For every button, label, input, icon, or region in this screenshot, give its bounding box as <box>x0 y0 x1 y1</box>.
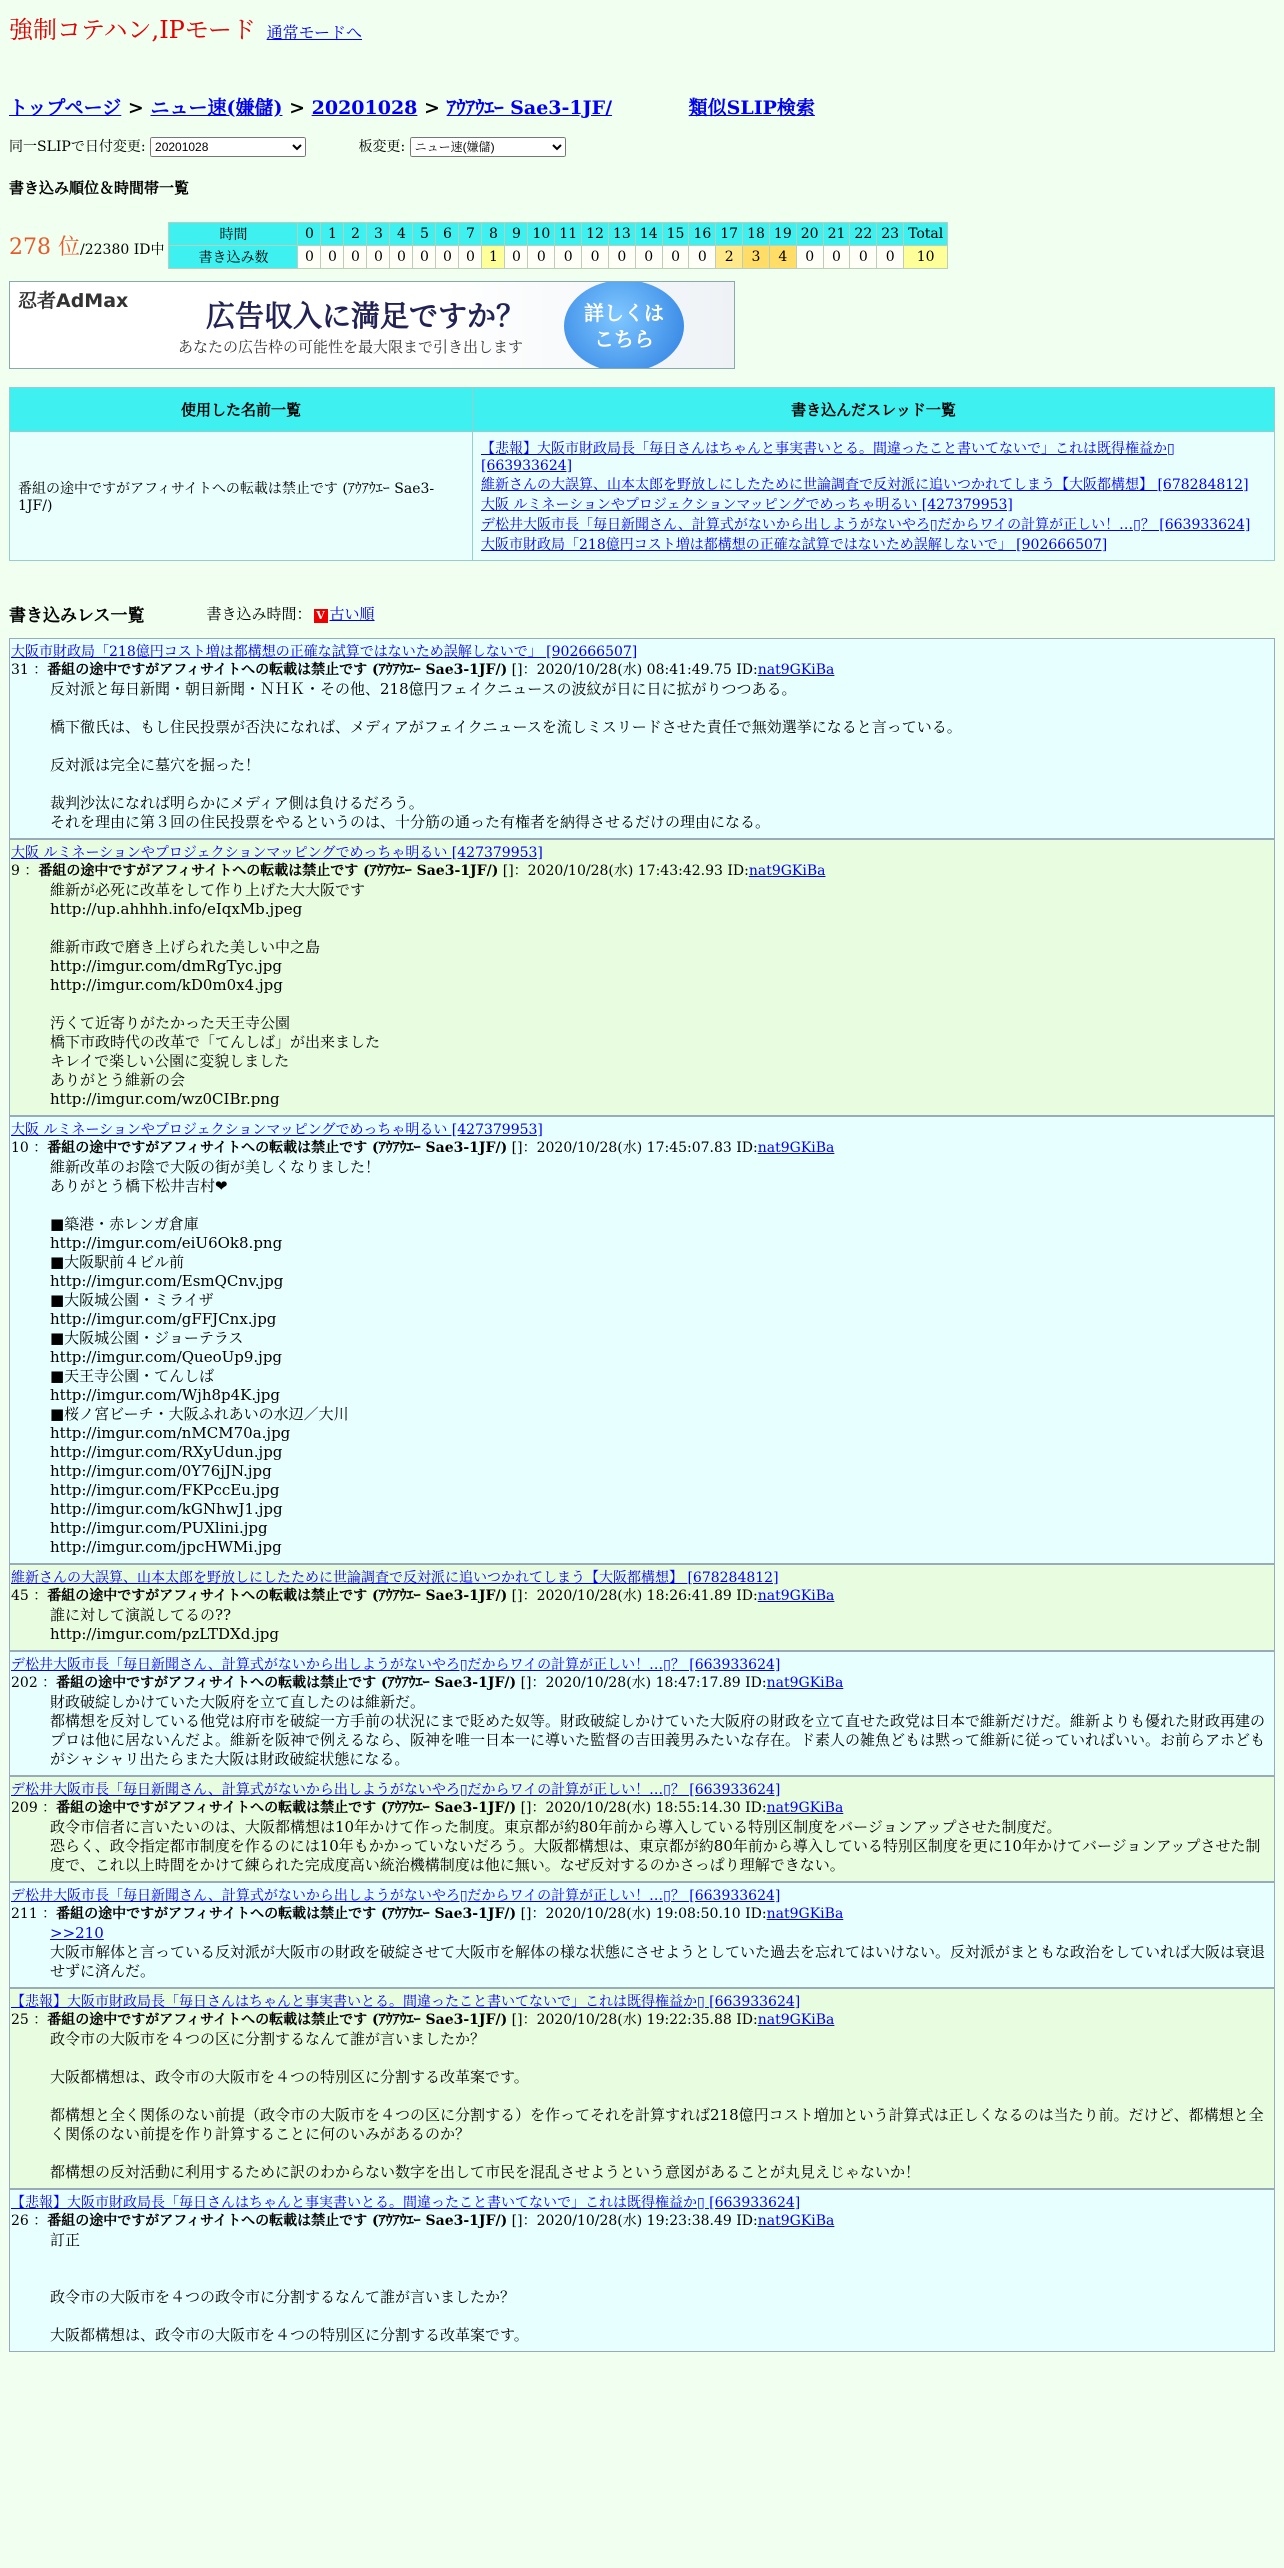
post-body: 財政破綻しかけていた大阪府を立て直したのは維新だ。 都構想を反対している他党は府市を破綻一方手前の状況にまで貶めた奴等。財政破綻しかけていた大阪府の財政を立て直せた政党は日本で維新だけだ。維新よりも優れた財政再建のプロは他に居ないんだよ。維新を阪神で例えるなら、阪神を唯一日本一に導いた監督の吉田義男みたいな存在。ド素人の雑魚どもは黙って維新に従っていればいい。お前らアホどもがシャシャリ出たらまた大阪は財政破綻状態になる。 <box>50 1693 1266 1768</box>
date-change-label: 同一SLIPで日付変更: <box>9 139 146 155</box>
post-thread-link[interactable]: デ松井大阪市長「毎日新聞さん、計算式がないから出しようがないやろ▯だからワイの計算が正しい！…▯？ [663933624] <box>11 1888 781 1904</box>
count-cell: 0 <box>390 246 413 269</box>
post-body: 政令市の大阪市を４つの区に分割するなんて誰が言いましたか？ 大阪都構想は、政令市の大阪市を４つの特別区に分割する改革案です。 都構想と全く関係のない前提（政令市の大阪市を４つの区に分割する）を作ってそれを計算すれば218億円コスト増加という計算式は正しくなるのは当たり前。だけど、都構想と全く関係のない前提を作り計算することに何のいみがあるのか？ 都構想の反対活動に利用するために訳のわからない数字を出して市民を混乱させようという意図があることが丸見えじゃないか！ <box>50 2030 1264 2181</box>
hour-cell: 7 <box>459 223 482 246</box>
post-meta <box>10 661 1274 680</box>
post-thread-link[interactable]: 【悲報】大阪市財政局長「毎日さんはちゃんと事実書いとる。間違ったこと書いてないで」これは既得権益か▯ [663933624] <box>11 2195 801 2211</box>
post-id-link[interactable]: nat9GKiBa <box>757 1588 835 1604</box>
post-meta <box>10 1799 1274 1818</box>
post-author: 番組の途中ですがアフィサイトへの転載は禁止です (ｱｳｱｳｴｰ Sae3-1JF/) <box>56 1675 517 1691</box>
count-cell: 3 <box>743 246 770 269</box>
count-cell: 0 <box>608 246 635 269</box>
normal-mode-link[interactable]: 通常モードへ <box>266 23 363 42</box>
count-cell: 0 <box>413 246 436 269</box>
post-thread-link[interactable]: 維新さんの大誤算、山本太郎を野放しにしたために世論調査で反対派に追いつかれてしまう【大阪都構想】 [678284812] <box>11 1570 779 1586</box>
ad-headline: 広告収入に満足ですか？ <box>206 299 526 333</box>
post-anchor <box>10 1924 1274 1943</box>
post-body: 維新改革のお陰で大阪の街が美しくなりました！ ありがとう橋下松井吉村❤ ■築港・赤レンガ倉庫 http://imgur.com/eiU6Ok8.png ■大阪駅前４ビル前 http://imgur.com/EsmQCnv.jpg ■大阪城公園・ミライザ http://imgur.com/gFFJCnx.jpg ■大阪城公園・ジョーテラス http://imgur.com/QueoUp9.jpg ■天王寺公園・てんしば http://imgur.com/Wjh8p4K.jpg ■桜ノ宮ビーチ・大阪ふれあいの水辺／大川 http://imgur.com/nMCM70a.jpg http://imgur.com/RXyUdun.jpg http://imgur.com/0Y76jJN.jpg http://imgur.com/FKPccEu.jpg http://imgur.com/kGNhwJ1.jpg http://imgur.com/PUXlini.jpg http://imgur.com/jpcHWMi.jpg <box>50 1158 381 1556</box>
hour-cell: 10 <box>528 223 555 246</box>
post <box>9 638 1275 839</box>
hour-cell: 5 <box>413 223 436 246</box>
hour-cell: 19 <box>769 223 796 246</box>
post-thread <box>10 1119 1274 1139</box>
hour-cell: 20 <box>796 223 823 246</box>
post-date: []：2020/10/28(水) 19:08:50.10 ID: <box>516 1906 767 1922</box>
board-select[interactable] <box>410 137 566 157</box>
count-cell: 0 <box>528 246 555 269</box>
post-thread <box>10 1885 1274 1905</box>
hour-cell: 15 <box>662 223 689 246</box>
count-cell: 4 <box>769 246 796 269</box>
post-author: 番組の途中ですがアフィサイトへの転載は禁止です (ｱｳｱｳｴｰ Sae3-1JF/) <box>47 1588 508 1604</box>
mode-title: 強制コテハン,IPモード <box>9 16 256 44</box>
hour-row-label: 時間 <box>169 223 298 246</box>
hour-cell: 0 <box>298 223 321 246</box>
breadcrumb-separator: > <box>289 97 305 119</box>
thread-list-item <box>481 514 1266 534</box>
hour-cell: 12 <box>582 223 609 246</box>
hour-cell: 16 <box>689 223 716 246</box>
hour-cell: 8 <box>482 223 505 246</box>
threads-column-header: 書き込んだスレッド一覧 <box>473 388 1275 432</box>
post-id-link[interactable]: nat9GKiBa <box>757 662 835 678</box>
post-thread <box>10 1779 1274 1799</box>
post-number: 9 ： <box>11 863 39 879</box>
count-cell: 1 <box>482 246 505 269</box>
post-meta <box>10 862 1274 881</box>
thread-link[interactable]: 【悲報】大阪市財政局長「毎日さんはちゃんと事実書いとる。間違ったこと書いてないで」これは既得権益か▯ [663933624] <box>481 441 1175 474</box>
hour-cell: 4 <box>390 223 413 246</box>
count-cell: 2 <box>716 246 743 269</box>
count-cell: 0 <box>298 246 321 269</box>
count-cell: 0 <box>796 246 823 269</box>
thread-list-item <box>481 534 1266 554</box>
post-body: 大阪市解体と言っている反対派が大阪市の財政を破綻させて大阪市を解体の様な状態にさせようとしていた過去を忘れてはいけない。反対派がまともな政治をしていれば大阪は衰退せずに済んだ。 <box>50 1943 1266 1980</box>
post-body: 政令市信者に言いたいのは、大阪都構想は10年かけて作った制度。東京都が約80年前から導入している特別区制度をバージョンアップさせた制度だ。 恐らく、政令指定都市制度を作るのには10年もかかっていないだろう。大阪都構想は、東京都が約80年前から導入している特別区制度を更に10年かけてバージョンアップさせた制度で、これ以上時間をかけて練られた完成度高い統治機構制度は他に無い。なぜ反対するのかさっぱり理解できない。 <box>50 1818 1261 1874</box>
breadcrumb-date[interactable]: 20201028 <box>311 97 418 119</box>
breadcrumb-top[interactable]: トップページ <box>9 97 122 119</box>
post-number: 25 ： <box>11 2012 48 2028</box>
sort-oldest-link[interactable]: 古い順 <box>329 605 375 623</box>
hour-cell: 21 <box>823 223 850 246</box>
hour-cell: Total <box>904 223 948 246</box>
hour-cell: 17 <box>716 223 743 246</box>
post-time-label-text: 書き込み時間： <box>206 605 312 623</box>
thread-link[interactable]: 大阪 ルミネーションやプロジェクションマッピングでめっちゃ明るい [427379953] <box>481 497 1013 513</box>
reply-anchor-link[interactable]: >>210 <box>50 1924 104 1942</box>
mode-header <box>9 10 1275 45</box>
post-meta <box>10 1139 1274 1158</box>
count-cell: 0 <box>823 246 850 269</box>
post-id-link[interactable]: nat9GKiBa <box>757 1140 835 1156</box>
post-list <box>9 638 1275 2352</box>
hour-cell: 11 <box>555 223 582 246</box>
post-id-link[interactable]: nat9GKiBa <box>766 1675 844 1691</box>
post <box>9 1564 1275 1651</box>
post-thread-link[interactable]: デ松井大阪市長「毎日新聞さん、計算式がないから出しようがないやろ▯だからワイの計算が正しい！…▯？ [663933624] <box>11 1657 781 1673</box>
rank-value: 278 位 <box>9 235 80 260</box>
thread-list-item <box>481 494 1266 514</box>
count-cell: 0 <box>321 246 344 269</box>
post-id-link[interactable]: nat9GKiBa <box>766 1906 844 1922</box>
post-thread <box>10 842 1274 862</box>
hour-cell: 14 <box>635 223 662 246</box>
post-body: 反対派と毎日新聞・朝日新聞・ＮＨＫ・その他、218億円フェイクニュースの波紋が日に日に拡がりつつある。 橋下徹氏は、もし住民投票が否決になれば、メディアがフェイクニュースを流しミスリードさせた責任で無効選挙になると言っている。 反対派は完全に墓穴を掘った！ 裁判沙汰になれば明らかにメディア側は負けるだろう。 それを理由に第３回の住民投票をやるというのは、十分筋の通った有権者を納得させるだけの理由になる。 <box>50 680 962 831</box>
post-time-label <box>207 603 375 624</box>
post-date: []：2020/10/28(水) 19:22:35.88 ID: <box>507 2012 758 2028</box>
post-number: 26 ： <box>11 2213 48 2229</box>
post-meta <box>10 2212 1274 2231</box>
post <box>9 1651 1275 1776</box>
post-meta <box>10 1905 1274 1924</box>
post <box>9 839 1275 1116</box>
post-date: []：2020/10/28(水) 17:45:07.83 ID: <box>507 1140 758 1156</box>
hourly-table <box>168 222 948 269</box>
post-number: 45 ： <box>11 1588 48 1604</box>
hour-cell: 2 <box>344 223 367 246</box>
post-thread-link[interactable]: デ松井大阪市長「毎日新聞さん、計算式がないから出しようがないやろ▯だからワイの計算が正しい！…▯？ [663933624] <box>11 1782 781 1798</box>
post-author: 番組の途中ですがアフィサイトへの転載は禁止です (ｱｳｱｳｴｰ Sae3-1JF/) <box>47 2213 508 2229</box>
hour-cell: 1 <box>321 223 344 246</box>
count-cell: 0 <box>555 246 582 269</box>
count-row <box>169 246 948 269</box>
hour-cell: 18 <box>743 223 770 246</box>
post <box>9 2189 1275 2352</box>
post-id-link[interactable]: nat9GKiBa <box>748 863 826 879</box>
count-cell: 10 <box>904 246 948 269</box>
count-cell: 0 <box>582 246 609 269</box>
rank-section-heading: 書き込み順位＆時間帯一覧 <box>9 179 190 197</box>
post-id-link[interactable]: nat9GKiBa <box>766 1800 844 1816</box>
count-cell: 0 <box>459 246 482 269</box>
res-section-heading: 書き込みレス一覧 <box>9 606 145 626</box>
count-cell: 0 <box>662 246 689 269</box>
post-number: 10 ： <box>11 1140 48 1156</box>
post-author: 番組の途中ですがアフィサイトへの転載は禁止です (ｱｳｱｳｴｰ Sae3-1JF/) <box>38 863 499 879</box>
post-thread <box>10 1654 1274 1674</box>
post-author: 番組の途中ですがアフィサイトへの転載は禁止です (ｱｳｱｳｴｰ Sae3-1JF/) <box>47 2012 508 2028</box>
selects-row <box>9 136 1275 157</box>
ad-banner[interactable] <box>9 281 735 369</box>
count-cell: 0 <box>436 246 459 269</box>
board-change-label: 板変更: <box>358 139 406 155</box>
post-author: 番組の途中ですがアフィサイトへの転載は禁止です (ｱｳｱｳｴｰ Sae3-1JF/) <box>56 1800 517 1816</box>
post-thread <box>10 641 1274 661</box>
names-column-header: 使用した名前一覧 <box>10 388 473 432</box>
post-thread-link[interactable]: 大阪 ルミネーションやプロジェクションマッピングでめっちゃ明るい [427379953] <box>11 1122 543 1138</box>
post-date: []：2020/10/28(水) 17:43:42.93 ID: <box>498 863 749 879</box>
ad-details-label: 詳しくは こちら <box>584 301 664 351</box>
count-cell: 0 <box>367 246 390 269</box>
rank-box <box>9 230 164 261</box>
post-id-link[interactable]: nat9GKiBa <box>757 2213 835 2229</box>
post-body: 維新が必死に改革をして作り上げた大大阪です http://up.ahhhh.info/eIqxMb.jpeg 維新市政で磨き上げられた美しい中之島 http://imgur.com/dmRgTyc.jpg http://imgur.com/kD0m0x4.jpg 汚くて近寄りがたかった天王寺公園 橋下市政時代の改革で「てんしば」が出来ました キレイで楽しい公園に変貌しました ありがとう維新の会 http://imgur.com/wz0CIBr.png <box>50 881 381 1108</box>
breadcrumb-board[interactable]: ニュー速(嫌儲) <box>150 97 283 119</box>
post-thread <box>10 1567 1274 1587</box>
post-date: []：2020/10/28(水) 19:23:38.49 ID: <box>507 2213 758 2229</box>
hour-cell: 22 <box>850 223 877 246</box>
post-number: 202 ： <box>11 1675 57 1691</box>
post-id-link[interactable]: nat9GKiBa <box>757 2012 835 2028</box>
post-thread <box>10 2192 1274 2212</box>
post-author: 番組の途中ですがアフィサイトへの転載は禁止です (ｱｳｱｳｴｰ Sae3-1JF/) <box>47 662 508 678</box>
count-row-label: 書き込み数 <box>169 246 298 269</box>
names-table <box>9 387 1275 561</box>
post-author: 番組の途中ですがアフィサイトへの転載は禁止です (ｱｳｱｳｴｰ Sae3-1JF/) <box>47 1140 508 1156</box>
post-thread <box>10 1991 1274 2011</box>
post-meta <box>10 1587 1274 1606</box>
thread-list-item <box>481 474 1266 494</box>
used-name: 番組の途中ですがアフィサイトへの転載は禁止です (ｱｳｱｳｴｰ Sae3-1JF/) <box>10 432 473 561</box>
count-cell: 0 <box>850 246 877 269</box>
breadcrumb-separator: > <box>424 97 440 119</box>
hour-cell: 23 <box>877 223 904 246</box>
post-body: 訂正 政令市の大阪市を４つの政令市に分割するなんて誰が言いましたか？ 大阪都構想は、政令市の大阪市を４つの特別区に分割する改革案です。 <box>50 2231 529 2344</box>
count-cell: 0 <box>689 246 716 269</box>
post-meta <box>10 2011 1274 2030</box>
post-thread-link[interactable]: 【悲報】大阪市財政局長「毎日さんはちゃんと事実書いとる。間違ったこと書いてないで」これは既得権益か▯ [663933624] <box>11 1994 801 2010</box>
post-date: []：2020/10/28(水) 18:47:17.89 ID: <box>516 1675 767 1691</box>
ad-subtext: あなたの広告枠の可能性を最大限まで引き出します <box>178 338 524 356</box>
thread-list <box>473 432 1275 561</box>
post-number: 211 ： <box>11 1906 57 1922</box>
post-thread-link[interactable]: 大阪市財政局「218億円コスト増は都構想の正確な試算ではないため誤解しないで」 [902666507] <box>11 644 638 660</box>
count-cell: 0 <box>877 246 904 269</box>
thread-link[interactable]: 大阪市財政局「218億円コスト増は都構想の正確な試算ではないため誤解しないで」 [902666507] <box>481 537 1108 553</box>
breadcrumb <box>9 93 1275 120</box>
hour-row <box>169 223 948 246</box>
ad-details-button[interactable] <box>564 281 684 369</box>
hour-cell: 9 <box>505 223 528 246</box>
post-author: 番組の途中ですがアフィサイトへの転載は禁止です (ｱｳｱｳｴｰ Sae3-1JF/) <box>56 1906 517 1922</box>
thread-link[interactable]: デ松井大阪市長「毎日新聞さん、計算式がないから出しようがないやろ▯だからワイの計算が正しい！…▯？ [663933624] <box>481 517 1251 533</box>
post-meta <box>10 1674 1274 1693</box>
post-date: []：2020/10/28(水) 08:41:49.75 ID: <box>507 662 758 678</box>
post <box>9 1882 1275 1988</box>
count-cell: 0 <box>635 246 662 269</box>
post-number: 31 ： <box>11 662 48 678</box>
rank-total: /22380 ID中 <box>80 242 165 258</box>
rank-row <box>9 222 1275 269</box>
count-cell: 0 <box>344 246 367 269</box>
post-body: 誰に対して演説してるの?? http://imgur.com/pzLTDXd.jpg <box>50 1606 279 1643</box>
thread-list-item <box>481 438 1266 474</box>
post-number: 209 ： <box>11 1800 57 1816</box>
hour-cell: 13 <box>608 223 635 246</box>
count-cell: 0 <box>505 246 528 269</box>
post-date: []：2020/10/28(水) 18:26:41.89 ID: <box>507 1588 758 1604</box>
post <box>9 1116 1275 1564</box>
post <box>9 1988 1275 2189</box>
post-date: []：2020/10/28(水) 18:55:14.30 ID: <box>516 1800 767 1816</box>
breadcrumb-separator: > <box>127 97 144 119</box>
res-section-header <box>9 601 1275 626</box>
hour-cell: 3 <box>367 223 390 246</box>
sort-order-icon: V <box>314 609 328 623</box>
date-select[interactable] <box>150 137 306 157</box>
breadcrumb-slip[interactable]: ｱｳｱｳｴｰ Sae3-1JF/ <box>446 97 613 119</box>
hour-cell: 6 <box>436 223 459 246</box>
similar-slip-search-link[interactable]: 類似SLIP検索 <box>688 97 815 119</box>
post-thread-link[interactable]: 大阪 ルミネーションやプロジェクションマッピングでめっちゃ明るい [427379953] <box>11 845 543 861</box>
post <box>9 1776 1275 1882</box>
ad-logo: 忍者AdMax <box>18 290 129 312</box>
thread-link[interactable]: 維新さんの大誤算、山本太郎を野放しにしたために世論調査で反対派に追いつかれてしまう【大阪都構想】 [678284812] <box>481 477 1249 493</box>
